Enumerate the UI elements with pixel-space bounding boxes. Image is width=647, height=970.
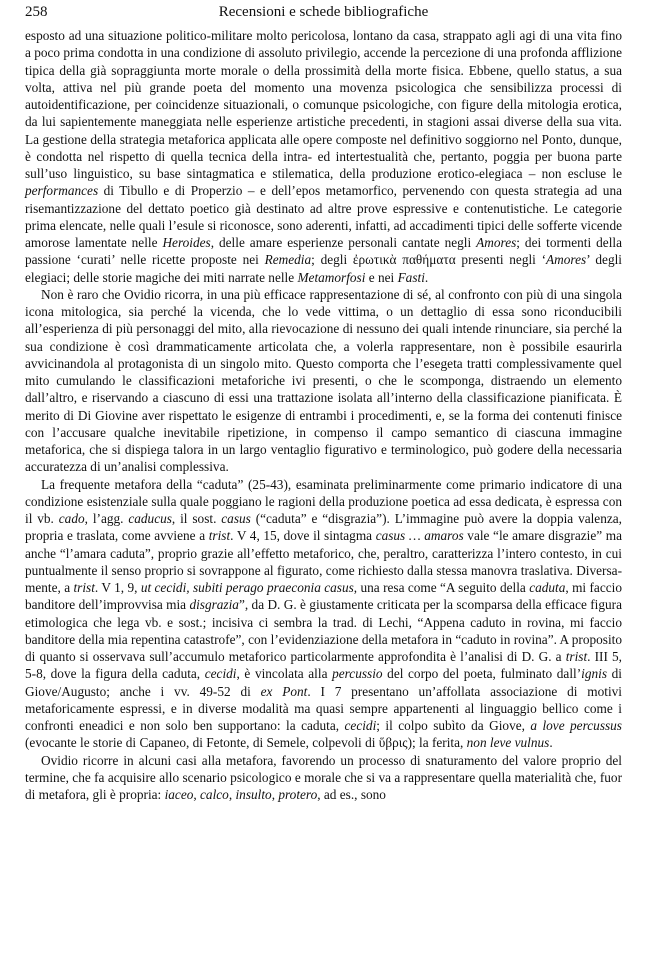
italic-run: ex Pont [260,683,308,699]
text-run: . V 4, 15, dove il sintagma [230,528,376,544]
italic-run: trist [208,528,231,544]
italic-run: trist [73,580,95,595]
text-run: e nei [365,269,398,285]
text-run: ’ degli elegiaci; delle storie magiche dei miti narrate nelle [25,252,622,285]
text-run: . III 5, 5-8, dove la figura della caduta, [25,649,622,682]
italic-run: casus [221,511,251,526]
text-run: (evocante le storie di Capaneo, di Fetonte, di Semele, colpevoli di ὕβρις); la ferita, [25,735,467,751]
italic-run: Amores [546,252,587,268]
text-run: esposto ad una situazione politico-militare molto pericolosa, lontano da casa, strappato agli agi di una vita fino a poco prima condotta in una condizione di assoluto privilegio, accende la percezione di una profonda afflizione tipica della già sopraggiunta morte morale o della prossimità della morte fisica. Ebbene, quello status, a sua volta, attiva nel più grande poeta del momento una movenza psicologica che sensibilizza processi di autoidentificazione, per coincidenze situazionali, o comunque psicologiche, con figure della mitologia erotica, da lui sapientemente maneggiata nelle esperienze artistiche precedenti, in stagioni assai diverse della sua vita. La gestione della strategia metaforica applicata alle opere composte nel definitivo soggiorno nel Ponto, dunque, è condotta nel rispetto di quella tecnica della intra- ed intertestualità che, pertanto, poggia per buona parte sull’uso linguistico, su base sintagmatica e stilematica, della produzione erotico-elegiaca – non escluse le [25,28,622,181]
italic-run: iaceo [164,787,194,802]
text-run: ”, da D. G. è giustamente criticata per la scomparsa della efficace figura etimologica che lega vb. e sost.; incisiva ci sembra la trad. di Lechi, “Appena caduto in rovina, mi faccio banditore della mia repentina catastrofe”, con l’evidenziazione della metafora in “caduto in rovina”. A proposito di quanto si osservava sull’accumulo metaforico particolarmente approfondita è l’analisi di D. G. a [25,597,622,664]
paragraph [25,286,622,476]
italic-run: percussio [332,666,383,682]
text-run: (“caduta” e “disgrazia”). L’immagine può avere la doppia valenza, propria e traslata, come avviene a [25,511,622,544]
italic-run: disgrazia [189,597,239,613]
page-number: 258 [25,4,48,20]
text-run: ; dei tormenti della passione ‘curati’ nelle ricette proposte nei [25,235,622,268]
text-run: , [271,787,279,802]
text-run: Non è raro che Ovidio ricorra, in una più efficace rappresentazione di sé, al confronto con più di una singola icona mitologica, sia perché la vicenda, che lo vede vittima, o un dettaglio di essa sono riconducibili all’esperienza di più personaggi del mito, alla rievocazione di nessuno dei quali intende rinunciare, sia perché la sua condizione è così drammaticamente articolata che, a volerla rappresentare, non è possibile esaurirla avvicinandola al protagonista di un singolo mito. Questo comporta che l’esegeta tratti complessivamente quel mito cumulando le classificazioni metaforiche ivi presenti, o che le scomponga, distraendo un elemento dall’altro, e riservando a ciascuno di essi una trattazione isolata all’interno della classificazione pianificata. È merito di Di Giovine aver rispettato le esigenze di entrambi i procedimenti, e, se la forma dei contenuti finisce con l’accusare qualche inevitabile ripetizione, in compenso il campo semantico di ciascuna immagine metaforica, che si dispiega talora in un largo ventaglio figurativo e terminologico, può godere della necessaria accuratezza di un’analisi complessiva. [25,286,622,475]
text-run: di Giove/Augusto; anche i vv. 49-52 di [25,666,622,699]
text-run: . I 7 presentano un’affollata associazione di motivi metaforicamente espressi, e in diverse modalità ma quasi sempre appartenenti al linguaggio bellico come i confronti eneadici e non solo ben supportano: la caduta, [25,683,622,733]
text-run: . V 1, 9, [94,580,141,595]
text-run: , ad es., sono [317,787,386,802]
italic-run: caducus [128,511,172,526]
italic-run: Amores [476,235,517,250]
italic-run: trist [565,649,588,664]
italic-run: Remedia [264,252,312,268]
italic-run: performances [25,183,99,199]
text-run: . [549,735,553,751]
text-run: vale “le amare disgrazie” ma anche “l’amara caduta”, proprio grazie all’effetto metaforico, che, peraltro, caratterizza l’intero contesto, in cui puntualmente il senso proprio si sovrappone al figurato, come richiesto dalla stessa manovra traslativa. Diversamente, a [25,528,622,595]
text-run: , l’agg. [84,511,129,526]
text-run: di Tibullo e di Properzio – e dell’epos metamorfico, pervenendo con questa strategia ad una risemantizzazione del dettato poetico già destinato ad altre prove espressive e contenutistiche. Le categorie prima elencate, nelle quali l’esule si riconosce, sono aderenti, infatti, ad accadimenti tipici delle sofferte vicende amorose lamentate nelle [25,183,622,250]
paragraph [25,476,622,752]
italic-run: insulto [235,787,272,802]
italic-run: Metamorfosi [297,269,366,285]
text-run: Ovidio ricorre in alcuni casi alla metafora, favorendo un processo di snaturamento del valore proprio del termine, che fa acquisire allo scenario psicologico e morale che si va a rappresentare quella materialità che, fuor di metafora, gli è propria: [25,752,622,802]
italic-run: Fasti [397,269,425,285]
running-header [25,0,622,27]
text-run: La frequente metafora della “caduta” (25-43), esaminata preliminarmente come primario indicatore di una condizione esistenziale sulla quale poggiano le ragioni della produzione poetica ad essa dedicata, è espressa con il vb. [25,476,622,526]
text-run: ; degli ἐρωτικὰ παθήματα presenti negli ‘ [311,252,547,268]
text-run: , delle amare esperienze personali cantate negli [210,235,477,250]
running-title: Recensioni e schede bibliografiche [218,4,429,20]
italic-run: calco [200,787,229,802]
text-run: ; il colpo subìto da Giove, [376,718,531,733]
italic-run: Heroides [162,235,211,250]
paragraph [25,752,622,804]
italic-run: caduta [529,580,566,595]
italic-run: ignis [581,666,608,682]
text-run: , [193,787,201,802]
italic-run: ut cecidi, subiti perago praeconia casus [140,580,354,595]
italic-run: casus … amaros [375,528,464,544]
italic-run: protero [278,787,318,802]
text-run: , il sost. [171,511,222,526]
italic-run: a love percussus [530,718,622,733]
italic-run: cado [58,511,85,526]
text-run: , è vincolata alla [236,666,333,682]
italic-run: cecidi [204,666,237,682]
body-text [25,27,622,803]
italic-run: non leve vulnus [466,735,550,751]
italic-run: cecidi [344,718,377,733]
text-run: , [228,787,236,802]
text-run: . [424,269,429,285]
text-run: del corpo del poeta, fulminato dall’ [382,666,582,682]
text-run: , mi faccio banditore dell’improvvisa mia [25,580,622,613]
paragraph [25,27,622,286]
text-run: , una resa come “A seguito della [353,580,530,595]
